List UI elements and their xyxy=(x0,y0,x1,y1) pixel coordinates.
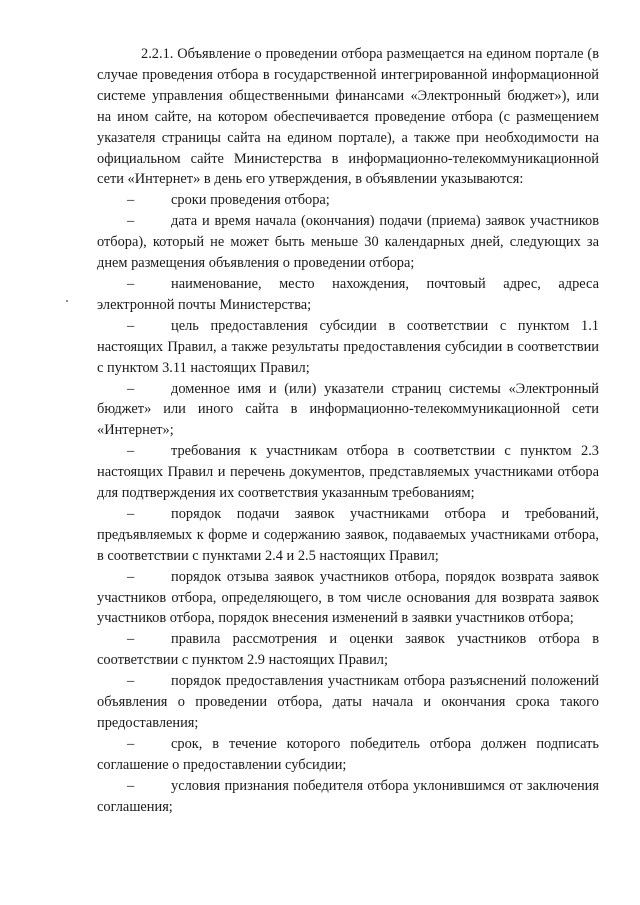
list-dash: – xyxy=(127,631,135,648)
list-item xyxy=(97,776,599,818)
list-dash: – xyxy=(127,275,135,292)
list-dash: – xyxy=(127,380,135,397)
list-item-text: дата и время начала (окончания) подачи (приема) заявок участников отбора), который не может быть меньше 30 календарных дней, следующих за днем размещения объявления о проведении отбора; xyxy=(97,213,599,272)
list-item-text: правила рассмотрения и оценки заявок участников отбора в соответствии с пунктом 2.9 настоящих Правил; xyxy=(97,631,599,669)
list-dash: – xyxy=(127,443,135,460)
list-dash: – xyxy=(127,505,135,522)
list-item xyxy=(97,441,599,504)
list-item-text: доменное имя и (или) указатели страниц системы «Электронный бюджет» или иного сайта в информационно-телекоммуникационной сети «Интернет»; xyxy=(97,380,599,439)
list-item xyxy=(97,567,599,630)
list-dash: – xyxy=(127,735,135,752)
list-dash: – xyxy=(127,317,135,334)
list-item-text: требования к участникам отбора в соответствии с пунктом 2.3 настоящих Правил и перечень документов, представляемых участниками отбора для подтверждения их соответствия указанным требованиям; xyxy=(97,443,599,502)
list-item xyxy=(97,211,599,274)
scan-speck xyxy=(66,300,68,302)
document-body xyxy=(97,44,599,818)
intro-paragraph: 2.2.1. Объявление о проведении отбора размещается на едином портале (в случае проведения отбора в государственной интегрированной информационной системе управления общественными финансами «Электронный бюджет»), или на ином сайте, на котором обеспечивается проведение отбора (с размещением указателя страницы сайта на едином портале), а также при необходимости на официальном сайте Министерства в информационно-телекоммуникационной сети «Интернет» в день его утверждения, в объявлении указываются: xyxy=(97,46,599,188)
list-item xyxy=(97,316,599,379)
list-dash: – xyxy=(127,192,135,209)
list-item-text: порядок отзыва заявок участников отбора, порядок возврата заявок участников отбора, определяющего, в том числе основания для возврата заявок участников отбора, порядок внесения изменений в заявки участников отбора; xyxy=(97,568,599,627)
list-item-text: порядок подачи заявок участниками отбора и требований, предъявляемых к форме и содержанию заявок, подаваемых участниками отбора, в соответствии с пунктами 2.4 и 2.5 настоящих Правил; xyxy=(97,505,599,564)
list-item xyxy=(97,734,599,776)
list-item xyxy=(97,671,599,734)
list-item xyxy=(97,190,599,211)
list-item xyxy=(97,274,599,316)
list-item-text: сроки проведения отбора; xyxy=(171,192,330,209)
list-dash: – xyxy=(127,673,135,690)
list-item-text: цель предоставления субсидии в соответствии с пунктом 1.1 настоящих Правил, а также результаты предоставления субсидии в соответствии с пунктом 3.11 настоящих Правил; xyxy=(97,317,599,376)
list-item-text: условия признания победителя отбора уклонившимся от заключения соглашения; xyxy=(97,777,599,815)
list-item xyxy=(97,629,599,671)
list-item xyxy=(97,379,599,442)
list-item-text: наименование, место нахождения, почтовый адрес, адреса электронной почты Министерства; xyxy=(97,275,599,313)
list-dash: – xyxy=(127,777,135,794)
list-item xyxy=(97,504,599,567)
list-item-text: срок, в течение которого победитель отбора должен подписать соглашение о предоставлении субсидии; xyxy=(97,735,599,773)
list-item-text: порядок предоставления участникам отбора разъяснений положений объявления о проведении отбора, даты начала и окончания срока такого предоставления; xyxy=(97,673,599,731)
list-dash: – xyxy=(127,568,135,585)
list-dash: – xyxy=(127,213,135,230)
